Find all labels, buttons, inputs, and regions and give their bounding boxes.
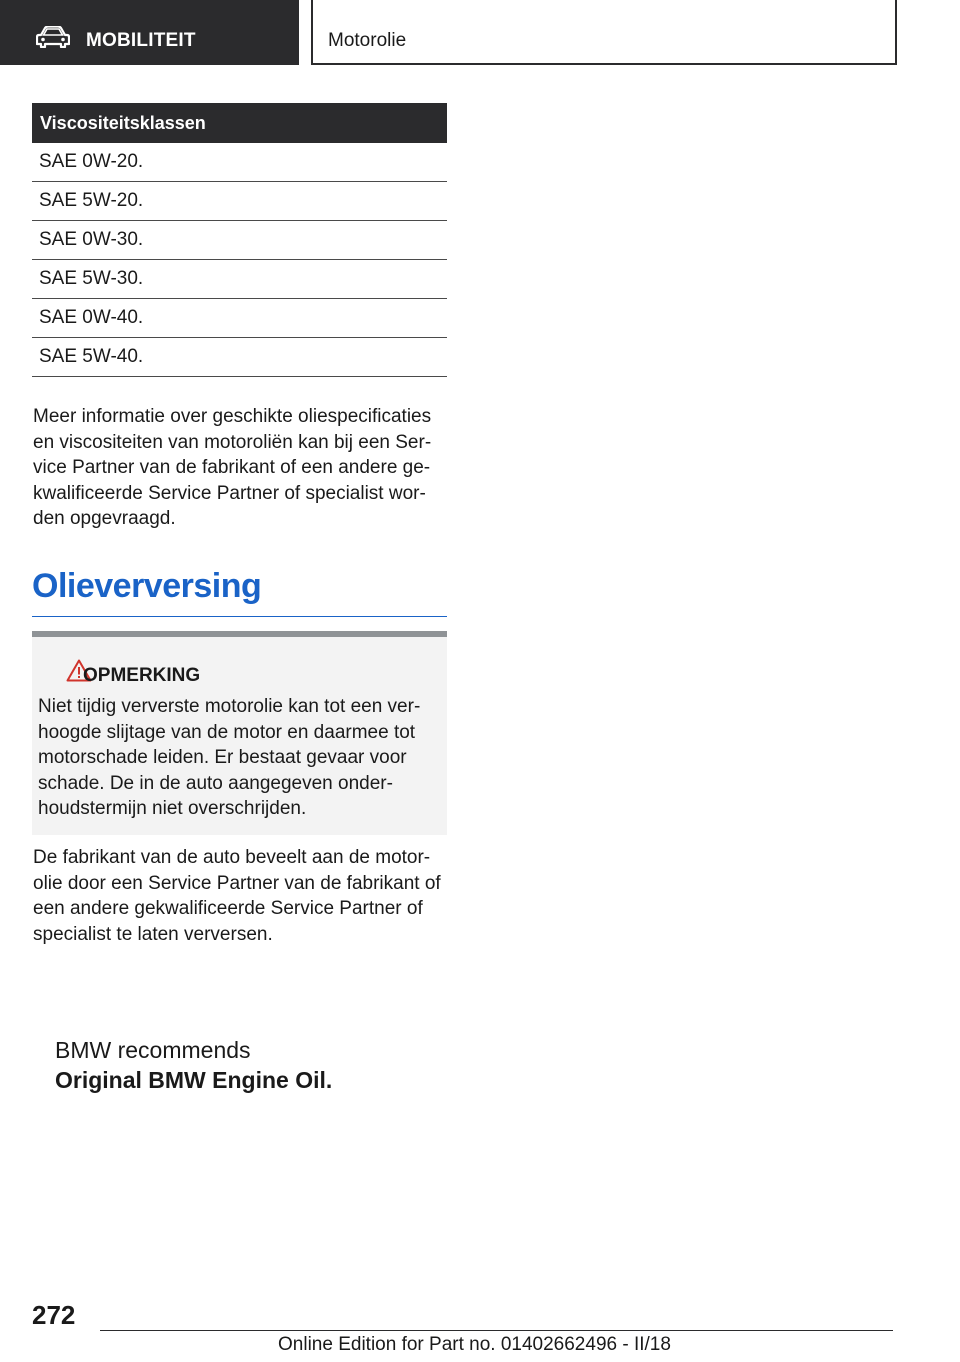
notice-title: OPMERKING <box>83 665 201 686</box>
table-cell: SAE 5W-20. <box>32 182 447 221</box>
viscosity-table <box>32 103 447 377</box>
promo-line: BMW recommends <box>55 1037 251 1063</box>
info-paragraph: Meer informatie over geschikte oliespecificaties en viscositeiten van motoroliën kan bij een Ser-vice Partner van de fabrikant of een andere ge-kwalificeerde Service Partner of specialist wor-den opgevraagd. <box>33 406 432 529</box>
table-cell: SAE 5W-40. <box>32 338 447 377</box>
section-header <box>0 0 299 65</box>
table-cell: SAE 5W-30. <box>32 260 447 299</box>
table-cell: SAE 0W-20. <box>32 143 447 182</box>
table-row <box>32 143 447 182</box>
section-label: MOBILITEIT <box>86 30 196 51</box>
notice-box <box>32 631 447 835</box>
promo-block <box>55 1035 332 1095</box>
table-row <box>32 299 447 338</box>
notice-text: Niet tijdig ververste motorolie kan tot een ver-hoogde slijtage van de motor en daarmee tot motorschade leiden. Er bestaat gevaar voor schade. De in de auto aangegeven onder-houdstermijn niet overschrijden. <box>38 696 421 819</box>
topic-header <box>311 0 897 65</box>
table-header-row <box>32 103 447 143</box>
car-icon <box>36 26 70 48</box>
table-cell: SAE 0W-30. <box>32 221 447 260</box>
footer-edition: Online Edition for Part no. 01402662496 - II/18 <box>278 1334 671 1355</box>
table-row <box>32 338 447 377</box>
promo-headline: Original BMW Engine Oil. <box>55 1067 333 1093</box>
body-paragraph: De fabrikant van de auto beveelt aan de motor-olie door een Service Partner van de fabrikant of een andere gekwalificeerde Service Partner of specialist te laten verversen. <box>33 847 441 945</box>
topic-label: Motorolie <box>328 30 407 51</box>
table-row <box>32 182 447 221</box>
table-header: Viscositeitsklassen <box>32 103 447 143</box>
table-row <box>32 221 447 260</box>
page-number: 272 <box>32 1300 76 1330</box>
table-cell: SAE 0W-40. <box>32 299 447 338</box>
footer-divider <box>100 1330 893 1331</box>
section-title: Olieverversing <box>32 566 447 617</box>
table-row <box>32 260 447 299</box>
